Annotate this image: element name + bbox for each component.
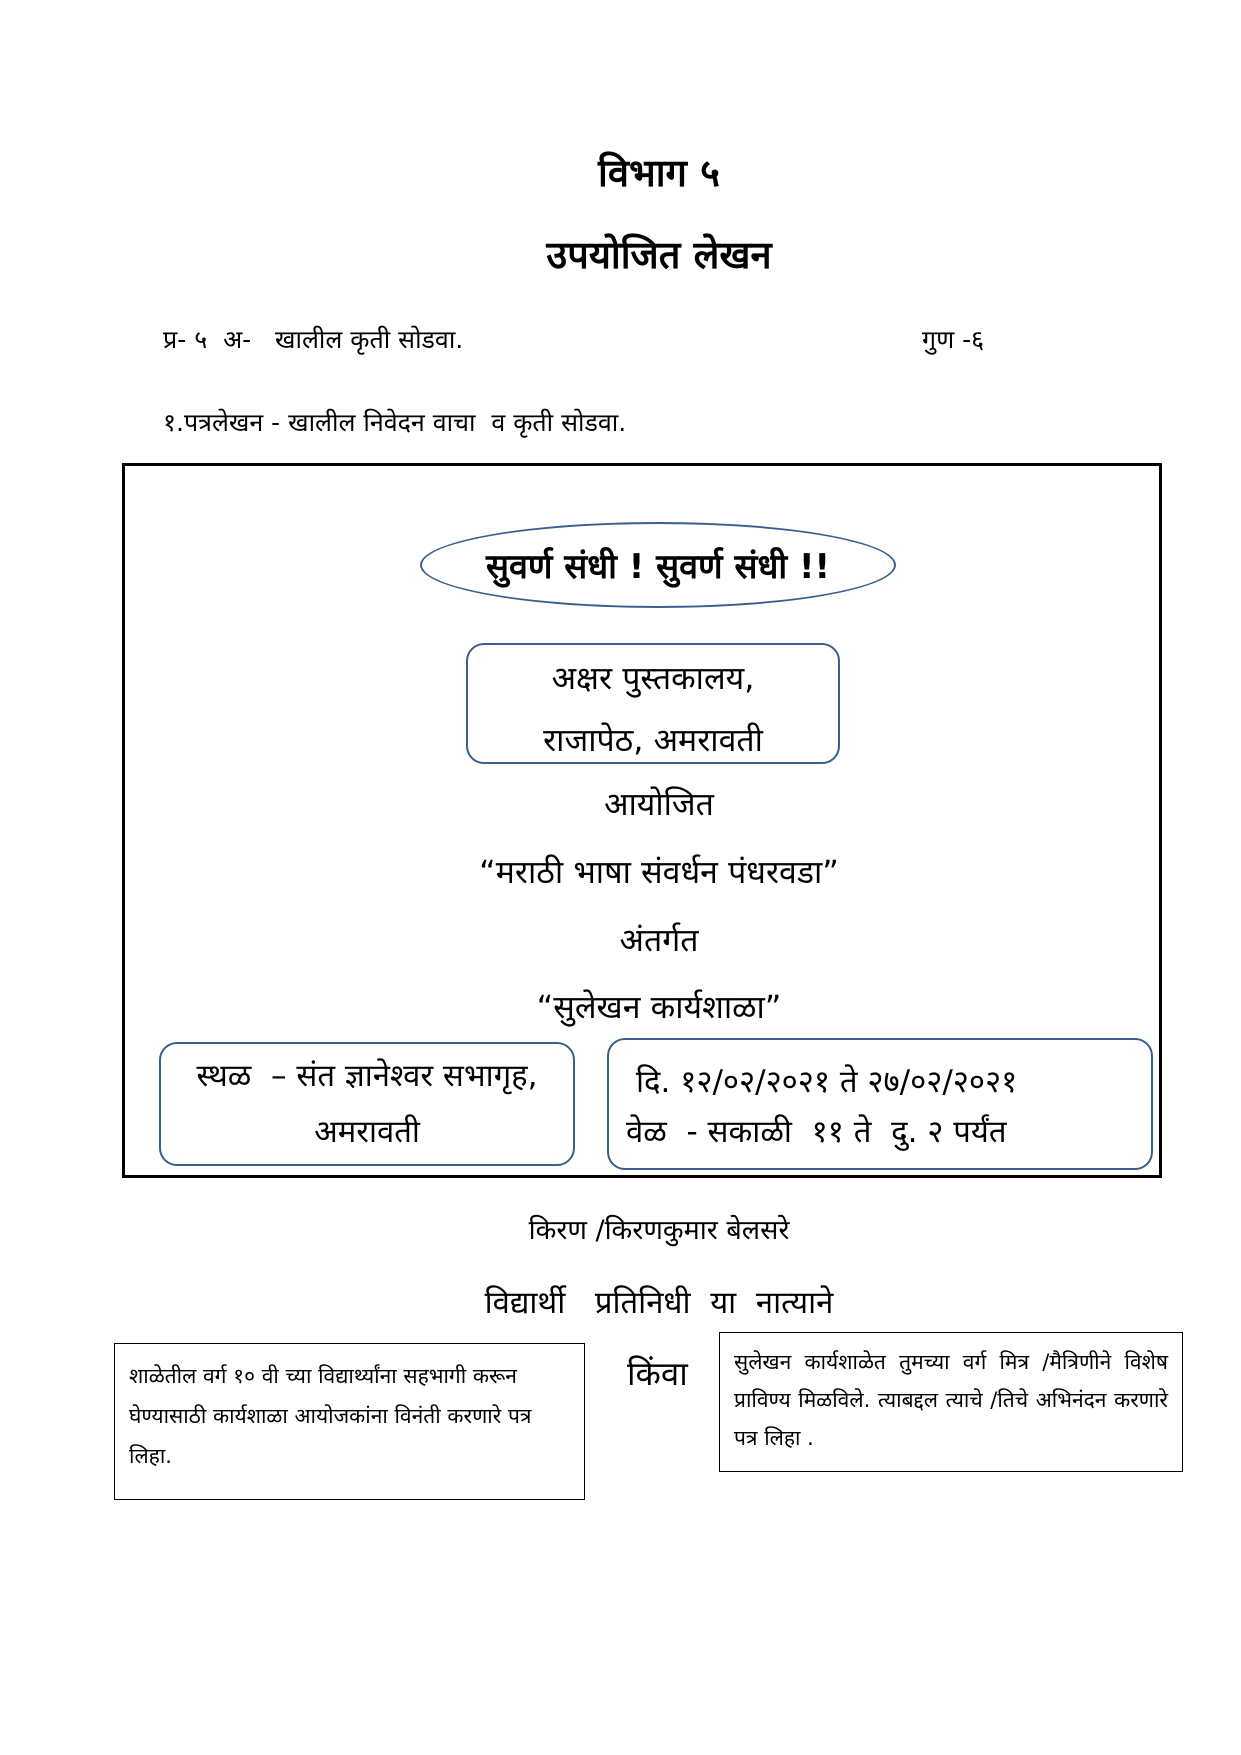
headline-oval <box>420 522 896 608</box>
under-label: अंतर्गत <box>619 921 699 959</box>
venue-city: अमरावती <box>314 1114 420 1150</box>
task-instruction: १.पत्रलेखन - खालील निवेदन वाचा व कृती सोडवा. <box>163 408 627 437</box>
organizer-address: राजापेठ, अमरावती <box>543 721 763 759</box>
venue-label: स्थळ – संत ज्ञानेश्वर सभागृह, <box>196 1058 538 1094</box>
workshop-name: “सुलेखन कार्यशाळा” <box>536 988 782 1026</box>
organized-label: आयोजित <box>604 785 714 823</box>
option-b-text: सुलेखन कार्यशाळेत तुमच्या वर्ग मित्र /मैत्रिणीने विशेष प्राविण्य मिळविले. त्याबद्दल त्याचे /तिचे अभिनंदन करणारे पत्र लिहा . <box>734 1350 1168 1450</box>
option-a-text: शाळेतील वर्ग १० वी च्या विद्यार्थ्यांना सहभागी करून घेण्यासाठी कार्यशाळा आयोजकांना विनंती करणारे पत्र लिहा. <box>129 1364 532 1468</box>
event-name: “मराठी भाषा संवर्धन पंधरवडा” <box>479 853 839 891</box>
time-range: वेळ - सकाळी ११ ते दु. २ पर्यंत <box>626 1114 1007 1150</box>
organizer-name: अक्षर पुस्तकालय, <box>551 659 755 697</box>
option-a-box <box>114 1343 585 1500</box>
option-b-box <box>719 1332 1183 1472</box>
question-label: प्र- ५ अ- खालील कृती सोडवा. <box>163 325 464 354</box>
signatory-name: किरण /किरणकुमार बेलसरे <box>528 1215 790 1246</box>
section-title: विभाग ५ <box>598 151 720 195</box>
headline-text: सुवर्ण संधी ! सुवर्ण संधी !! <box>485 547 831 587</box>
section-subtitle: उपयोजित लेखन <box>546 233 772 277</box>
or-label: किंवा <box>627 1354 688 1393</box>
signatory-role: विद्यार्थी प्रतिनिधी या नात्याने <box>484 1285 834 1321</box>
marks-label: गुण -६ <box>922 325 985 354</box>
date-range: दि. १२/०२/२०२१ ते २७/०२/२०२१ <box>636 1064 1018 1100</box>
